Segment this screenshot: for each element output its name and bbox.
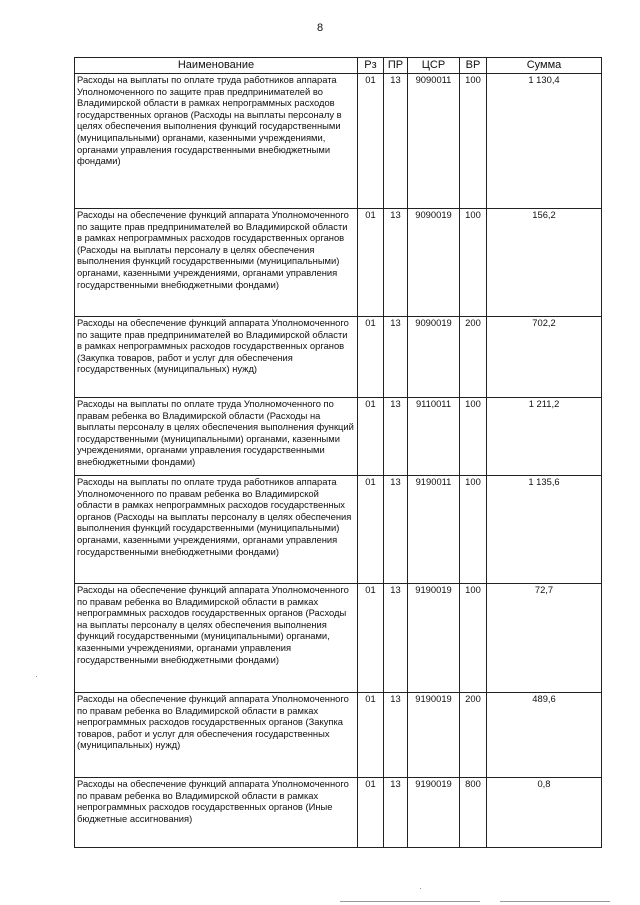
scan-artifact-dot xyxy=(420,888,421,889)
row-rz-cell: 01 xyxy=(358,476,384,584)
column-header-sum: Сумма xyxy=(487,58,602,74)
row-name-cell: Расходы на обеспечение функций аппарата Уполномоченного по защите прав предпринимателей во Владимирской области в рамках непрограммных расходов государственных органов (Расходы на выплаты персоналу в целях обеспечения выполнения функций государственными (муниципальными) органами, казенными учреждениями, органами управления государственными внебюджетными фондами) xyxy=(75,209,358,317)
column-header-pr: ПР xyxy=(384,58,408,74)
row-rz-cell: 01 xyxy=(358,584,384,693)
row-rz-cell: 01 xyxy=(358,693,384,778)
scan-artifact-line xyxy=(500,901,610,902)
row-csr-cell: 9090011 xyxy=(408,74,460,209)
row-vr-cell: 100 xyxy=(460,398,487,476)
table-row xyxy=(75,74,602,209)
row-csr-cell: 9090019 xyxy=(408,209,460,317)
row-pr-cell: 13 xyxy=(384,74,408,209)
row-pr-cell: 13 xyxy=(384,209,408,317)
column-header-rz: Рз xyxy=(358,58,384,74)
table-row xyxy=(75,476,602,584)
table-row xyxy=(75,693,602,778)
row-vr-cell: 200 xyxy=(460,693,487,778)
column-header-name: Наименование xyxy=(75,58,358,74)
row-name-cell: Расходы на выплаты по оплате труда работников аппарата Уполномоченного по правам ребенка во Владимирской области в рамках непрограммных расходов государственных органов (Расходы на выплаты персоналу в целях обеспечения выполнения функций государственными (муниципальными) органами, казенными учреждениями, органами управления государственными внебюджетными фондами) xyxy=(75,476,358,584)
row-csr-cell: 9090019 xyxy=(408,317,460,398)
row-csr-cell: 9190019 xyxy=(408,584,460,693)
row-vr-cell: 100 xyxy=(460,209,487,317)
row-vr-cell: 800 xyxy=(460,778,487,848)
row-pr-cell: 13 xyxy=(384,693,408,778)
row-rz-cell: 01 xyxy=(358,398,384,476)
row-pr-cell: 13 xyxy=(384,476,408,584)
row-pr-cell: 13 xyxy=(384,584,408,693)
row-sum-cell: 72,7 xyxy=(487,584,602,693)
row-sum-cell: 156,2 xyxy=(487,209,602,317)
row-name-cell: Расходы на обеспечение функций аппарата Уполномоченного по защите прав предпринимателей во Владимирской области в рамках непрограммных расходов государственных органов (Закупка товаров, работ и услуг для обеспечения государственных (муниципальных) нужд) xyxy=(75,317,358,398)
table-header-row xyxy=(75,58,602,74)
row-sum-cell: 1 130,4 xyxy=(487,74,602,209)
table-row xyxy=(75,584,602,693)
row-csr-cell: 9190019 xyxy=(408,693,460,778)
table-row xyxy=(75,398,602,476)
page-number: 8 xyxy=(316,22,324,34)
row-name-cell: Расходы на выплаты по оплате труда работников аппарата Уполномоченного по защите прав предпринимателей во Владимирской области в рамках непрограммных расходов государственных органов (Расходы на выплаты персоналу в целях обеспечения выполнения функций государственными (муниципальными) органами, казенными учреждениями, органами управления государственными внебюджетными фондами) xyxy=(75,74,358,209)
row-csr-cell: 9110011 xyxy=(408,398,460,476)
row-name-cell: Расходы на обеспечение функций аппарата Уполномоченного по правам ребенка во Владимирской области в рамках непрограммных расходов государственных органов (Расходы на выплаты персоналу в целях обеспечения выполнения функций государственными (муниципальными) органами, казенными учреждениями, органами управления государственными внебюджетными фондами) xyxy=(75,584,358,693)
column-header-vr: ВР xyxy=(460,58,487,74)
row-rz-cell: 01 xyxy=(358,209,384,317)
row-sum-cell: 489,6 xyxy=(487,693,602,778)
column-header-csr: ЦСР xyxy=(408,58,460,74)
row-name-cell: Расходы на выплаты по оплате труда Уполномоченного по правам ребенка во Владимирской области (Расходы на выплаты персоналу в целях обеспечения выполнения функций государственными (муниципальными) органами, казенными учреждениями, органами управления государственными внебюджетными фондами) xyxy=(75,398,358,476)
row-sum-cell: 1 211,2 xyxy=(487,398,602,476)
table-row xyxy=(75,317,602,398)
row-rz-cell: 01 xyxy=(358,778,384,848)
table-row xyxy=(75,778,602,848)
row-pr-cell: 13 xyxy=(384,778,408,848)
row-rz-cell: 01 xyxy=(358,317,384,398)
row-rz-cell: 01 xyxy=(358,74,384,209)
row-name-cell: Расходы на обеспечение функций аппарата Уполномоченного по правам ребенка во Владимирской области в рамках непрограммных расходов государственных органов (Иные бюджетные ассигнования) xyxy=(75,778,358,848)
row-csr-cell: 9190019 xyxy=(408,778,460,848)
table-row xyxy=(75,209,602,317)
row-vr-cell: 100 xyxy=(460,74,487,209)
row-vr-cell: 200 xyxy=(460,317,487,398)
row-csr-cell: 9190011 xyxy=(408,476,460,584)
row-sum-cell: 0,8 xyxy=(487,778,602,848)
scan-artifact-dot xyxy=(36,676,37,677)
row-pr-cell: 13 xyxy=(384,398,408,476)
row-vr-cell: 100 xyxy=(460,584,487,693)
scan-artifact-line xyxy=(340,901,480,902)
row-sum-cell: 1 135,6 xyxy=(487,476,602,584)
row-vr-cell: 100 xyxy=(460,476,487,584)
budget-table xyxy=(74,57,602,848)
row-sum-cell: 702,2 xyxy=(487,317,602,398)
row-pr-cell: 13 xyxy=(384,317,408,398)
row-name-cell: Расходы на обеспечение функций аппарата Уполномоченного по правам ребенка во Владимирской области в рамках непрограммных расходов государственных органов (Закупка товаров, работ и услуг для обеспечения государственных (муниципальных) нужд) xyxy=(75,693,358,778)
